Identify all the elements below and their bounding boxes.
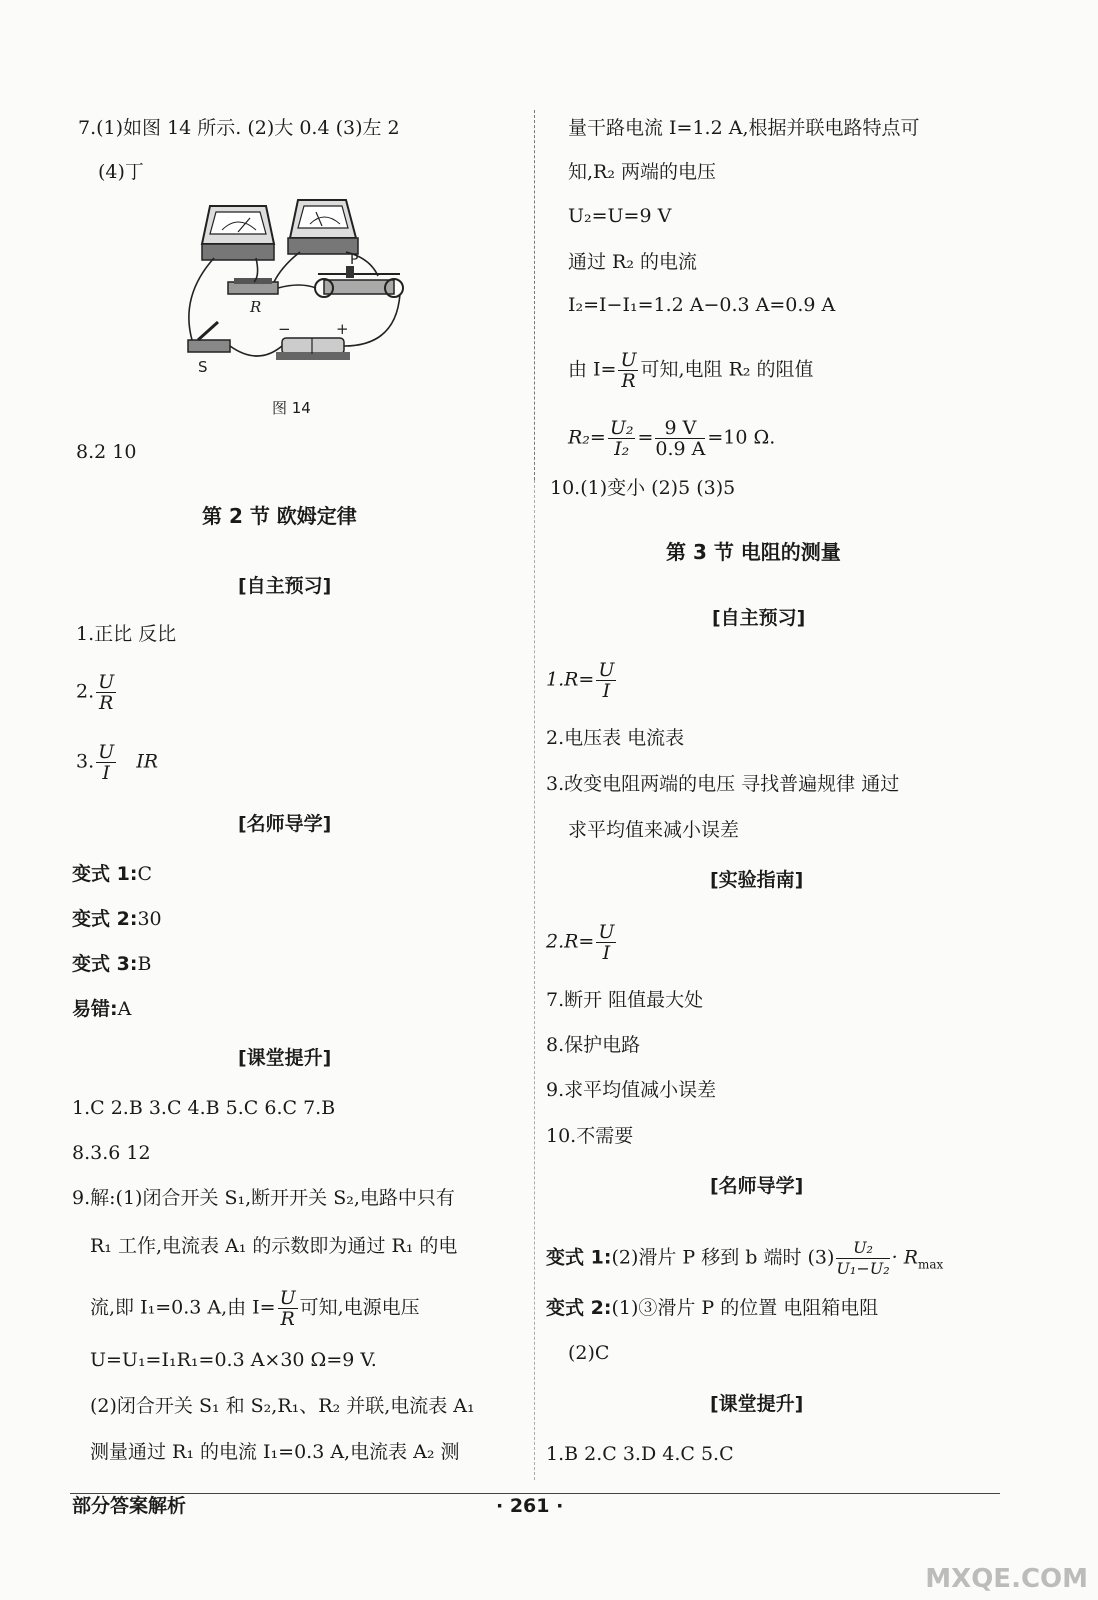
- variant3-1-subscript: max: [918, 1257, 944, 1272]
- variant3-2: [546, 1296, 878, 1320]
- fraction-den: R: [98, 692, 114, 714]
- q7-answer-line2: (4)丁: [98, 161, 144, 183]
- fraction-num: U: [598, 921, 615, 943]
- q7-answer-line1: 7.(1)如图 14 所示. (2)大 0.4 (3)左 2: [78, 117, 400, 139]
- improve3-answers: 1.B 2.C 3.D 4.C 5.C: [546, 1443, 734, 1465]
- fraction-num: U: [598, 659, 615, 681]
- common-error-label: 易错:: [72, 998, 118, 1020]
- common-error: [72, 997, 131, 1021]
- fraction-den: I₂: [614, 438, 630, 460]
- switch-icon: [188, 322, 230, 352]
- q9-line-3a: 流,即 I₁=0.3 A,由 I=: [90, 1296, 276, 1319]
- q9-cont-line-1: 量干路电流 I=1.2 A,根据并联电路特点可: [568, 117, 920, 139]
- fraction: [596, 660, 616, 701]
- q9-cont-line-5: I₂=I−I₁=1.2 A−0.3 A=0.9 A: [568, 294, 836, 316]
- q9-line-3: [90, 1288, 420, 1329]
- exp-item-8: 8.保护电路: [546, 1034, 641, 1056]
- fraction: [96, 672, 116, 713]
- preview-item-3: [76, 742, 158, 783]
- fraction-num: U: [98, 741, 115, 763]
- variant3-2-label: 变式 2:: [546, 1297, 612, 1319]
- q9-cont-line-4: 通过 R₂ 的电流: [568, 251, 698, 273]
- exp-item-7: 7.断开 阻值最大处: [546, 989, 704, 1011]
- variant3-1-text: (2)滑片 P 移到 b 端时 (3): [611, 1246, 835, 1269]
- voltmeter-icon: [288, 200, 358, 254]
- fraction: [618, 350, 638, 391]
- variant-2: [72, 907, 162, 931]
- figure-label-plus: +: [336, 320, 349, 338]
- preview3-item-3b: 求平均值来减小误差: [568, 819, 740, 841]
- figure-label-p: P: [350, 252, 359, 268]
- fraction-num: U: [98, 671, 115, 693]
- fraction-num: 9 V: [655, 418, 705, 439]
- preview3-item-1: [546, 660, 618, 701]
- variant3-2-line2: (2)C: [568, 1342, 610, 1364]
- preview3-item-2: 2.电压表 电流表: [546, 727, 685, 749]
- heading-experiment: [实验指南]: [710, 869, 804, 891]
- fraction: [596, 922, 616, 963]
- exp-item-10: 10.不需要: [546, 1125, 634, 1147]
- section-2-title: 第 2 节 欧姆定律: [202, 504, 357, 528]
- q9-line-6: 测量通过 R₁ 的电流 I₁=0.3 A,电流表 A₂ 测: [90, 1441, 460, 1463]
- variant-3: [72, 952, 151, 976]
- preview-item-2-prefix: 2.: [76, 680, 95, 703]
- exp-item-2: [546, 922, 618, 963]
- section-3-title: 第 3 节 电阻的测量: [666, 540, 841, 564]
- q9-cont-line-2: 知,R₂ 两端的电压: [568, 161, 717, 183]
- variant3-1: [546, 1238, 943, 1279]
- ammeter-icon: [202, 206, 274, 260]
- heading-preview-3: [自主预习]: [712, 607, 806, 629]
- heading-guide-3: [名师导学]: [710, 1175, 804, 1197]
- q9-line-3b: 可知,电源电压: [299, 1296, 420, 1319]
- variant-3-label: 变式 3:: [72, 953, 138, 975]
- q9-cont-line-6: [568, 350, 814, 391]
- q9-line-1: 9.解:(1)闭合开关 S₁,断开开关 S₂,电路中只有: [72, 1187, 455, 1209]
- figure-label-minus: −: [278, 320, 291, 338]
- fraction-num: U: [279, 1287, 296, 1309]
- preview-item-3-prefix: 3.: [76, 750, 95, 773]
- figure-label-r: R: [250, 298, 262, 316]
- improve-answers-1: 1.C 2.B 3.C 4.B 5.C 6.C 7.B: [72, 1097, 336, 1119]
- preview-item-2: [76, 672, 118, 713]
- preview3-item-3a: 3.改变电阻两端的电压 寻找普遍规律 通过: [546, 773, 900, 795]
- fraction-den: I: [602, 680, 611, 702]
- q9-cont-line-6a: 由 I=: [568, 358, 617, 381]
- exp-item-9: 9.求平均值减小误差: [546, 1079, 717, 1101]
- battery-icon: [276, 338, 350, 360]
- preview3-item-1-prefix: 1.R=: [546, 668, 595, 691]
- fraction-num: U: [620, 349, 637, 371]
- q8-answer: 8.2 10: [76, 441, 137, 463]
- q9-line-2: R₁ 工作,电流表 A₁ 的示数即为通过 R₁ 的电: [90, 1235, 458, 1257]
- heading-improve-3: [课堂提升]: [710, 1393, 804, 1415]
- figure-label-s: S: [198, 358, 208, 376]
- q9-cont-line-6b: 可知,电阻 R₂ 的阻值: [640, 358, 814, 381]
- variant-1: [72, 862, 152, 886]
- figure-caption: 图 14: [272, 399, 311, 417]
- variant3-1-tail: · R: [891, 1246, 919, 1269]
- preview-item-3-tail: IR: [136, 750, 159, 773]
- q9-cont-line-7b: =10 Ω.: [707, 426, 776, 449]
- q9-cont-line-3: U₂=U=9 V: [568, 205, 672, 227]
- fraction-num: U₂: [609, 417, 634, 439]
- heading-preview: [自主预习]: [238, 575, 332, 597]
- resistor-icon: [228, 278, 278, 294]
- variant-2-value: 30: [137, 908, 162, 930]
- fraction-den: I: [602, 942, 611, 964]
- variant-1-value: C: [137, 863, 152, 885]
- fraction-den: U₁−U₂: [836, 1259, 890, 1278]
- heading-improve: [课堂提升]: [238, 1047, 332, 1069]
- q9-cont-line-7: [568, 418, 775, 459]
- fraction-num: U₂: [836, 1238, 889, 1259]
- watermark-logo: MXQE.COM: [925, 1564, 1088, 1594]
- fraction-den: 0.9 A: [655, 438, 706, 460]
- preview-item-1: 1.正比 反比: [76, 623, 177, 645]
- improve-answers-2: 8.3.6 12: [72, 1142, 151, 1164]
- fraction: [608, 418, 636, 459]
- variant-1-label: 变式 1:: [72, 863, 138, 885]
- equals-sign: =: [637, 426, 654, 449]
- fraction: [96, 742, 116, 783]
- variant-2-label: 变式 2:: [72, 908, 138, 930]
- variant-3-value: B: [137, 953, 152, 975]
- q9-line-5: (2)闭合开关 S₁ 和 S₂,R₁、R₂ 并联,电流表 A₁: [90, 1395, 475, 1417]
- fraction-den: I: [102, 762, 110, 784]
- page-number: · 261 ·: [496, 1495, 564, 1517]
- exp-item-2-prefix: 2.R=: [546, 930, 595, 953]
- q9-cont-line-7a: R₂=: [568, 426, 606, 449]
- circuit-figure-14: [170, 196, 410, 386]
- fraction-den: R: [621, 370, 636, 392]
- fraction: [655, 418, 705, 459]
- variant3-2-text: (1)③滑片 P 的位置 电阻箱电阻: [611, 1297, 879, 1319]
- column-divider: [534, 110, 535, 480]
- fraction: [836, 1238, 889, 1279]
- q10-answer: 10.(1)变小 (2)5 (3)5: [550, 477, 736, 499]
- rheostat-icon: [315, 266, 403, 297]
- variant3-1-label: 变式 1:: [546, 1246, 612, 1269]
- footer-title: 部分答案解析: [72, 1495, 187, 1517]
- fraction-den: R: [280, 1308, 295, 1330]
- q9-line-4: U=U₁=I₁R₁=0.3 A×30 Ω=9 V.: [90, 1349, 377, 1371]
- heading-guide: [名师导学]: [238, 813, 332, 835]
- fraction: [278, 1288, 298, 1329]
- common-error-value: A: [117, 998, 132, 1020]
- column-divider-lower: [534, 480, 535, 1480]
